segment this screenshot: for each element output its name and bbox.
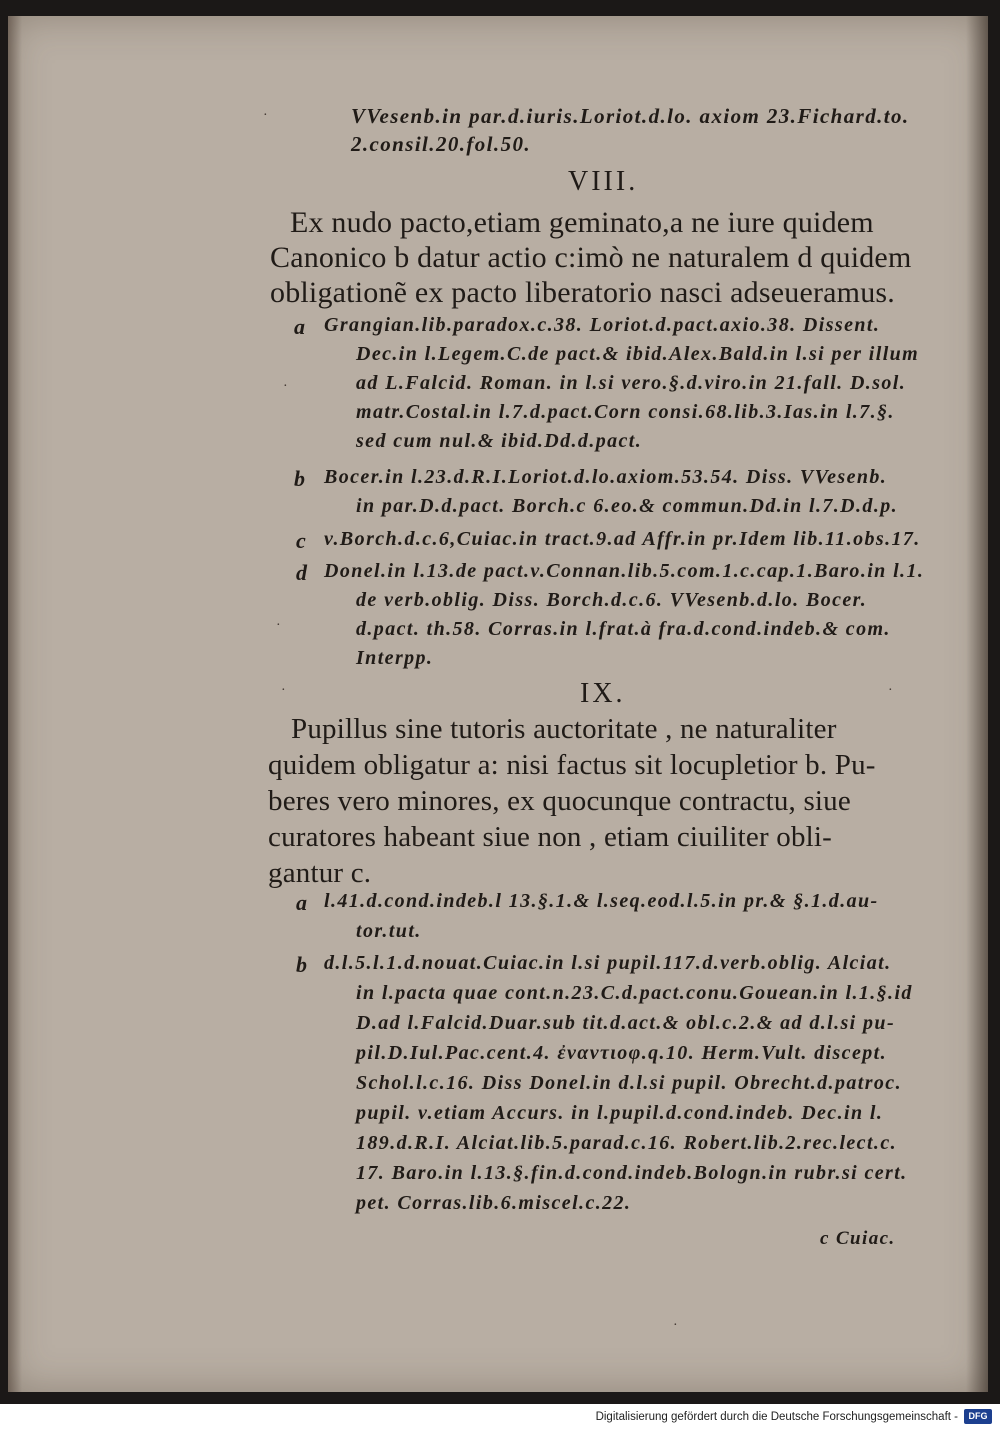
footnote-line: ad L.Falcid. Roman. in l.si vero.§.d.viro.in 21.fall. D.sol. [356, 372, 907, 394]
margin-speck: · [263, 108, 268, 123]
text-line: 2.consil.20.fol.50. [351, 132, 532, 156]
body-line: obligationẽ ex pacto liberatorio nasci adseueramus. [270, 276, 895, 309]
catchword: c Cuiac. [820, 1228, 896, 1249]
footnote-line: in l.pacta quae cont.n.23.C.d.pact.conu.Gouean.in l.1.§.id [356, 982, 913, 1004]
footnote-line: Donel.in l.13.de pact.v.Connan.lib.5.com.1.c.cap.1.Baro.in l.1. [324, 560, 925, 582]
footnote-line: d.pact. th.58. Corras.in l.frat.à fra.d.cond.indeb.& com. [356, 618, 891, 640]
page-left-edge-shadow [8, 16, 22, 1392]
text-line: VVesenb.in par.d.iuris.Loriot.d.lo. axiom 23.Fichard.to. [351, 104, 910, 128]
footnote-line: pet. Corras.lib.6.miscel.c.22. [356, 1192, 632, 1214]
footnote-line: Schol.l.c.16. Diss Donel.in d.l.si pupil. Obrecht.d.patroc. [356, 1072, 902, 1094]
footnote-line: v.Borch.d.c.6,Cuiac.in tract.9.ad Affr.in pr.Idem lib.11.obs.17. [324, 528, 921, 550]
body-line: curatores habeant siue non , etiam ciuiliter obli- [268, 821, 833, 853]
margin-speck: · [281, 683, 286, 698]
footnote-line: Grangian.lib.paradox.c.38. Loriot.d.pact.axio.38. Dissent. [324, 314, 881, 336]
body-line: Ex nudo pacto,etiam geminato,a ne iure quidem [290, 206, 874, 239]
body-line: gantur c. [268, 857, 372, 889]
margin-speck: · [283, 379, 288, 394]
footnote-line: sed cum nul.& ibid.Dd.d.pact. [356, 430, 643, 452]
footer-credit-text: Digitalisierung gefördert durch die Deutsche Forschungsgemeinschaft - [595, 1411, 958, 1423]
footnote-line: l.41.d.cond.indeb.l 13.§.1.& l.seq.eod.l.5.in pr.& §.1.d.au- [324, 890, 879, 912]
footnote-letter: b [294, 466, 305, 491]
footnote-letter: b [296, 952, 307, 977]
book-page [8, 16, 988, 1392]
footnote-line: de verb.oblig. Diss. Borch.d.c.6. VVesenb.d.lo. Bocer. [356, 589, 868, 611]
margin-speck: · [673, 1318, 678, 1333]
page-spine-shadow [966, 16, 988, 1392]
body-line: beres vero minores, ex quocunque contractu, siue [268, 785, 851, 817]
footnote-line: Dec.in l.Legem.C.de pact.& ibid.Alex.Bald.in l.si per illum [356, 343, 920, 365]
dfg-logo: DFG [964, 1409, 992, 1424]
footnote-line: D.ad l.Falcid.Duar.sub tit.d.act.& obl.c.2.& ad d.l.si pu- [356, 1012, 896, 1034]
footnote-letter: d [296, 560, 307, 585]
footnote-line: 189.d.R.I. Alciat.lib.5.parad.c.16. Robert.lib.2.rec.lect.c. [356, 1132, 897, 1154]
footnote-line: Bocer.in l.23.d.R.I.Loriot.d.lo.axiom.53.54. Diss. VVesenb. [324, 466, 888, 488]
footnote-line: d.l.5.l.1.d.nouat.Cuiac.in l.si pupil.117.d.verb.oblig. Alciat. [324, 952, 892, 974]
footnote-letter: a [294, 314, 305, 339]
section-heading: IX. [580, 678, 626, 709]
footnote-line: tor.tut. [356, 920, 422, 942]
body-line: Canonico b datur actio c:imò ne naturalem d quidem [270, 241, 912, 274]
footnote-line: Interpp. [356, 647, 434, 669]
margin-speck: · [888, 683, 893, 698]
footnote-line: in par.D.d.pact. Borch.c 6.eo.& commun.Dd.in l.7.D.d.p. [356, 495, 899, 517]
footnote-line: pil.D.Iul.Pac.cent.4. ἐναντιοφ.q.10. Herm.Vult. discept. [356, 1042, 887, 1064]
footnote-letter: c [296, 528, 306, 553]
footnote-letter: a [296, 890, 307, 915]
footnote-line: matr.Costal.in l.7.d.pact.Corn consi.68.lib.3.Ias.in l.7.§. [356, 401, 895, 423]
body-line: quidem obligatur a: nisi factus sit locupletior b. Pu- [268, 749, 876, 781]
footnote-line: 17. Baro.in l.13.§.fin.d.cond.indeb.Bologn.in rubr.si cert. [356, 1162, 908, 1184]
body-line: Pupillus sine tutoris auctoritate , ne naturaliter [291, 713, 837, 745]
footnote-line: pupil. v.etiam Accurs. in l.pupil.d.cond.indeb. Dec.in l. [356, 1102, 884, 1124]
section-heading: VIII. [568, 166, 639, 197]
margin-speck: · [276, 618, 281, 633]
digitization-footer [0, 1404, 1000, 1429]
